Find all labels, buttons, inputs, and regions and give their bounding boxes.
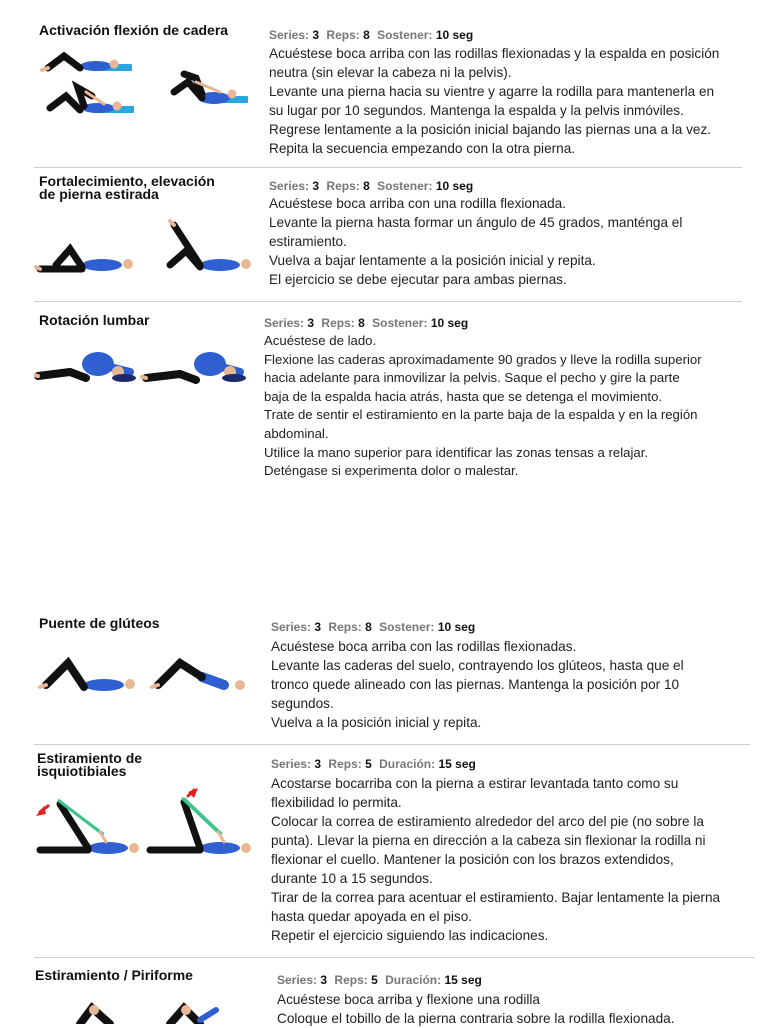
description-line: abdominal. [264, 425, 329, 441]
reps-label: Reps: [334, 973, 368, 987]
time-label: Sostener: [372, 316, 428, 330]
time-label: Sostener: [379, 620, 435, 634]
series-label: Series: [271, 620, 312, 634]
description-line: Flexione las caderas aproximadamente 90 grados y lleve la rodilla superior [264, 351, 702, 367]
time-value: 15 seg [438, 757, 476, 771]
reps-label: Reps: [326, 28, 360, 42]
reps-value: 5 [371, 973, 378, 987]
description-line: Levante las caderas del suelo, contrayendo los glúteos, hasta que el [271, 658, 684, 673]
reps-label: Reps: [328, 757, 362, 771]
time-label: Sostener: [377, 179, 433, 193]
description-line: Levante una pierna hacia su vientre y agarre la rodilla para mantenerla en [269, 84, 715, 99]
description-line: Acuéstese boca arriba con las rodillas flexionadas. [271, 639, 577, 654]
time-label: Duración: [385, 973, 442, 987]
description-line: Utilice la mano superior para identificar las zonas tensas a relajar. [264, 444, 649, 460]
series-label: Series: [277, 973, 318, 987]
time-value: 10 seg [435, 179, 474, 193]
description-line: punta). Llevar la pierna en dirección a la cabeza sin flexionar la rodilla ni [271, 833, 706, 848]
series-value: 3 [320, 973, 328, 987]
reps-label: Reps: [321, 316, 355, 330]
exercise-description [271, 637, 684, 732]
description-line: su lugar por 10 segundos. Mantenga la espalda y la pelvis inmóviles. [269, 103, 684, 118]
exercise-title-line: Fortalecimiento, elevación [39, 173, 215, 189]
series-value: 3 [314, 620, 322, 634]
description-line: Acuéstese de lado. [264, 333, 377, 348]
time-value: 10 seg [437, 620, 476, 634]
reps-value: 8 [358, 316, 365, 330]
description-line: Acostarse bocarriba con la pierna a estirar levantada tanto como su [271, 776, 679, 791]
exercise-title [39, 175, 215, 201]
description-line: Coloque el tobillo de la pierna contraria sobre la rodilla flexionada. [277, 1011, 675, 1026]
exercise-title [39, 23, 228, 38]
exercise-params [271, 756, 480, 772]
description-line: neutra (sin elevar la cabeza ni la pelvis). [269, 65, 512, 80]
exercise-description [269, 194, 682, 289]
description-line: Repetir el ejercicio siguiendo las indicaciones. [271, 928, 549, 943]
series-label: Series: [269, 28, 310, 42]
description-line: El ejercicio se debe ejecutar para ambas piernas. [269, 272, 567, 287]
description-line: Regrese lentamente a la posición inicial bajando las piernas una a la vez. [269, 122, 712, 137]
description-line: durante 10 a 15 segundos. [271, 871, 433, 886]
series-label: Series: [271, 757, 312, 771]
exercise-params [271, 619, 479, 635]
time-value: 10 seg [430, 316, 469, 330]
exercise-description [269, 44, 719, 158]
series-value: 3 [312, 179, 320, 193]
exercise-params [269, 27, 477, 43]
series-value: 3 [312, 28, 320, 42]
reps-value: 8 [363, 179, 370, 193]
description-line: Repita la secuencia empezando con la otra pierna. [269, 141, 576, 156]
exercise-params [277, 972, 486, 988]
exercise-illustration [34, 38, 254, 122]
reps-value: 8 [365, 620, 372, 634]
description-line: flexionar el cuello. Mantener la posición con los brazos extendidos, [271, 852, 674, 867]
description-line: Vuelva a la posición inicial y repita. [271, 715, 482, 730]
exercise-title-line: Rotación lumbar [39, 312, 150, 328]
time-label: Duración: [379, 757, 436, 771]
series-value: 3 [307, 316, 315, 330]
section-divider [34, 301, 742, 302]
reps-value: 5 [365, 757, 372, 771]
exercise-title-line: isquiotibiales [37, 763, 127, 779]
reps-value: 8 [363, 28, 370, 42]
series-value: 3 [314, 757, 322, 771]
exercise-title-line: Activación flexión de cadera [39, 22, 229, 38]
exercise-description [264, 332, 702, 481]
exercise-title-line: de pierna estirada [39, 186, 159, 202]
description-line: tronco quede alineado con las piernas. Mantenga la posición por 10 [271, 677, 680, 692]
section-divider [34, 957, 754, 958]
exercise-title-line: Puente de glúteos [39, 615, 160, 631]
description-line: Tirar de la correa para acentuar el estiramiento. Bajar lentamente la pierna [271, 890, 721, 905]
description-line: hasta quedar apoyada en el piso. [271, 909, 473, 924]
description-line: Colocar la correa de estiramiento alrededor del arco del pie (no sobre la [271, 814, 704, 829]
exercise-illustration [34, 788, 254, 860]
exercise-title [39, 313, 149, 328]
section-divider [34, 167, 742, 168]
exercise-illustration [34, 342, 254, 390]
description-line: Trate de sentir el estiramiento en la parte baja de la espalda y en la región [264, 407, 698, 423]
description-line: Levante la pierna hasta formar un ángulo de 45 grados, manténga el [269, 215, 683, 230]
description-line: Acuéstese boca arriba con las rodillas flexionadas y la espalda en posición [269, 46, 720, 61]
description-line: Vuelva a bajar lentamente a la posición inicial y repita. [269, 253, 596, 268]
description-line: Acuéstese boca arriba y flexione una rodilla [277, 992, 540, 1007]
exercise-illustration [60, 1000, 230, 1024]
description-line: baja de la espalda hacia atrás, hasta que se detenga el movimiento. [264, 388, 663, 404]
series-label: Series: [269, 179, 310, 193]
time-value: 10 seg [435, 28, 474, 42]
description-line: Deténgase si experimenta dolor o malestar. [264, 463, 519, 479]
exercise-description [271, 774, 720, 945]
section-divider [34, 744, 750, 745]
exercise-title [39, 616, 160, 631]
time-value: 15 seg [444, 973, 482, 987]
reps-label: Reps: [328, 620, 362, 634]
exercise-illustration [34, 215, 254, 277]
exercise-title-line: Estiramiento de [37, 750, 143, 766]
description-line: flexibilidad lo permita. [271, 795, 402, 810]
exercise-title [37, 752, 142, 778]
time-label: Sostener: [377, 28, 433, 42]
description-line: segundos. [271, 696, 334, 711]
exercise-params [264, 315, 472, 331]
reps-label: Reps: [326, 179, 360, 193]
exercise-title-line: Estiramiento / Piriforme [35, 967, 193, 983]
description-line: Acuéstese boca arriba con una rodilla flexionada. [269, 196, 566, 211]
exercise-params [269, 178, 477, 194]
exercise-illustration [34, 655, 254, 697]
exercise-description [277, 990, 675, 1028]
exercise-title [35, 968, 193, 983]
description-line: estiramiento. [269, 234, 347, 249]
series-label: Series: [264, 316, 305, 330]
description-line: hacia adelante para inmovilizar la pelvis. Saque el pecho y gire la parte [264, 370, 680, 386]
